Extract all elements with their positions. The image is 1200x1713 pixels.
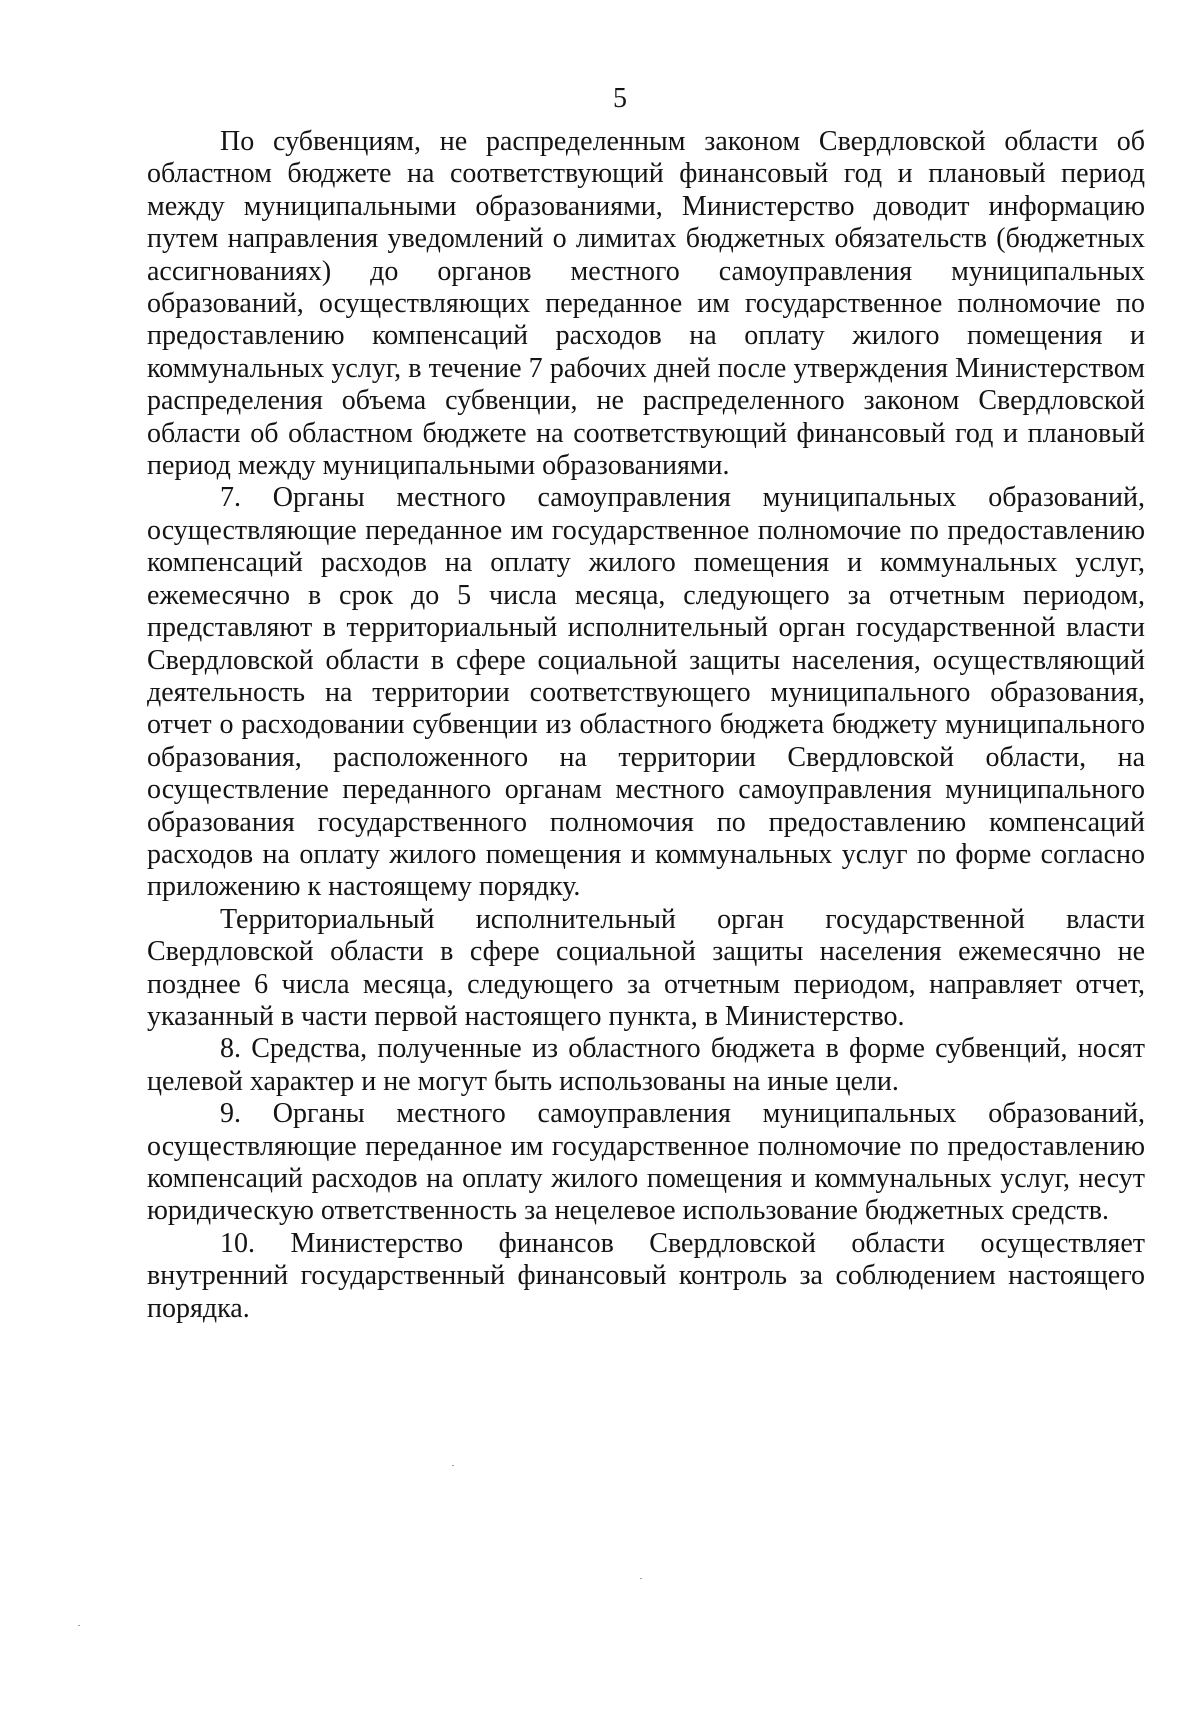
- document-body: [147, 126, 1145, 1325]
- paragraph-item-8: 8. Средства, полученные из областного бюджета в форме субвенций, носят целевой характер и не могут быть использованы на иные цели.: [147, 1033, 1145, 1097]
- page-number: 5: [613, 83, 627, 114]
- paragraph-item-7: 7. Органы местного самоуправления муниципальных образований, осуществляющие переданное им государственное полномочие по предоставлению компенсаций расходов на оплату жилого помещения и коммунальных услуг, ежемесячно в срок до 5 числа месяца, следующего за отчетным периодом, представляют в территориальный исполнительный орган государственной власти Свердловской области в сфере социальной защиты населения, осуществляющий деятельность на территории соответствующего муниципального образования, отчет о расходовании субвенции из областного бюджета бюджету муниципального образования, расположенного на территории Свердловской области, на осуществление переданного органам местного самоуправления муниципального образования государственного полномочия по предоставлению компенсаций расходов на оплату жилого помещения и коммунальных услуг по форме согласно приложению к настоящему порядку.: [147, 482, 1145, 903]
- paragraph-subventions-info: По субвенциям, не распределенным законом Свердловской области об областном бюджете на соответствующий финансовый год и плановый период между муниципальными образованиями, Министерство доводит информацию путем направления уведомлений о лимитах бюджетных обязательств (бюджетных ассигнованиях) до органов местного самоуправления муниципальных образований, осуществляющих переданное им государственное полномочие по предоставлению компенсаций расходов на оплату жилого помещения и коммунальных услуг, в течение 7 рабочих дней после утверждения Министерством распределения объема субвенции, не распределенного законом Свердловской области об областном бюджете на соответствующий финансовый год и плановый период между муниципальными образованиями.: [147, 126, 1145, 482]
- paragraph-item-9: 9. Органы местного самоуправления муниципальных образований, осуществляющие переданное им государственное полномочие по предоставлению компенсаций расходов на оплату жилого помещения и коммунальных услуг, несут юридическую ответственность за нецелевое использование бюджетных средств.: [147, 1098, 1145, 1227]
- scan-speck: [640, 1578, 642, 1579]
- paragraph-item-10: 10. Министерство финансов Свердловской области осуществляет внутренний государственный финансовый контроль за соблюдением настоящего порядка.: [147, 1227, 1145, 1324]
- scan-speck: [78, 1625, 80, 1626]
- paragraph-item-7-report: Территориальный исполнительный орган государственной власти Свердловской области в сфере социальной защиты населения ежемесячно не позднее 6 числа месяца, следующего за отчетным периодом, направляет отчет, указанный в части первой настоящего пункта, в Министерство.: [147, 903, 1145, 1032]
- scan-speck: [452, 1465, 454, 1466]
